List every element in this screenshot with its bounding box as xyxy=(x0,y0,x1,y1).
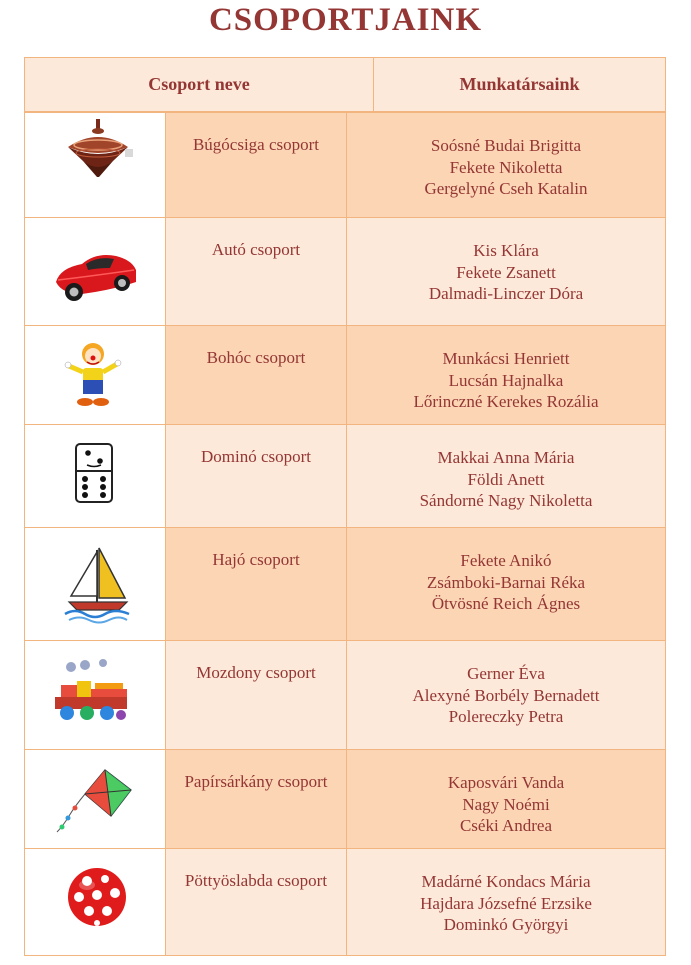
table-row xyxy=(24,640,666,750)
group-name-cell: Hajó csoport xyxy=(165,528,347,640)
group-name-cell: Autó csoport xyxy=(165,218,347,325)
domino-icon xyxy=(73,441,117,507)
staff-name: Nagy Noémi xyxy=(462,794,550,814)
staff-name: Kis Klára xyxy=(473,241,539,260)
table-row xyxy=(24,424,666,528)
staff-name: Soósné Budai Brigitta xyxy=(430,136,582,155)
staff-name: Madárné Kondacs Mária xyxy=(421,872,591,891)
table-row xyxy=(24,527,666,641)
group-name-cell: Búgócsiga csoport xyxy=(165,113,347,217)
spinning-top-icon xyxy=(63,119,133,181)
group-name-cell: Mozdony csoport xyxy=(165,641,347,749)
table-row xyxy=(24,112,666,218)
group-image-cell xyxy=(25,113,165,217)
group-image-cell xyxy=(25,849,165,955)
staff-name: Gerner Éva xyxy=(467,664,545,683)
staff-name: Zsámboki-Barnai Réka xyxy=(426,572,586,592)
group-image-cell xyxy=(25,750,165,848)
group-name-cell: Bohóc csoport xyxy=(165,326,347,424)
staff-name: Sándorné Nagy Nikoletta xyxy=(419,491,593,510)
staff-name: Földi Anett xyxy=(467,469,545,489)
staff-name: Fekete Anikó xyxy=(460,551,552,570)
staff-name: Hajdara Józsefné Erzsike xyxy=(420,893,592,913)
column-header-group-name: Csoport neve xyxy=(148,74,250,94)
staff-name: Fekete Zsanett xyxy=(456,262,556,282)
staff-name: Cséki Andrea xyxy=(459,816,553,835)
train-icon xyxy=(51,659,131,727)
red-car-icon xyxy=(52,246,140,306)
polka-dot-ball-icon xyxy=(65,865,129,929)
staff-cell xyxy=(347,641,665,749)
staff-name: Alexyné Borbély Bernadett xyxy=(412,685,600,705)
group-image-cell xyxy=(25,218,165,325)
table-row xyxy=(24,217,666,326)
page-title: CSOPORTJAINK xyxy=(208,2,483,38)
group-image-cell xyxy=(25,641,165,749)
staff-cell xyxy=(347,326,665,424)
staff-name: Gergelyné Cseh Katalin xyxy=(424,179,588,198)
staff-cell xyxy=(347,218,665,325)
staff-name: Makkai Anna Mária xyxy=(437,448,575,467)
group-name-cell: Dominó csoport xyxy=(165,425,347,527)
table-row xyxy=(24,749,666,849)
group-name-cell: Pöttyöslabda csoport xyxy=(165,849,347,955)
staff-cell xyxy=(347,113,665,217)
staff-name: Lucsán Hajnalka xyxy=(448,370,564,390)
staff-name: Munkácsi Henriett xyxy=(442,349,570,368)
group-image-cell xyxy=(25,326,165,424)
staff-name: Polereczky Petra xyxy=(448,707,564,726)
clown-icon xyxy=(63,340,123,410)
table-header xyxy=(24,57,666,112)
group-image-cell xyxy=(25,425,165,527)
staff-name: Kaposvári Vanda xyxy=(447,773,565,792)
table-row xyxy=(24,848,666,956)
staff-cell xyxy=(347,425,665,527)
column-header-staff: Munkatársaink xyxy=(459,74,580,94)
group-name-cell: Papírsárkány csoport xyxy=(165,750,347,848)
group-image-cell xyxy=(25,528,165,640)
staff-cell xyxy=(347,528,665,640)
staff-name: Dalmadi-Linczer Dóra xyxy=(428,284,584,303)
staff-name: Lőrinczné Kerekes Rozália xyxy=(413,392,599,411)
table-row xyxy=(24,325,666,425)
staff-cell xyxy=(347,750,665,848)
staff-name: Dominkó Györgyi xyxy=(443,915,569,934)
staff-name: Ötvösné Reich Ágnes xyxy=(431,594,581,613)
staff-name: Fekete Nikoletta xyxy=(449,157,563,177)
sailboat-icon xyxy=(63,544,133,624)
kite-icon xyxy=(55,766,135,836)
staff-cell xyxy=(347,849,665,955)
